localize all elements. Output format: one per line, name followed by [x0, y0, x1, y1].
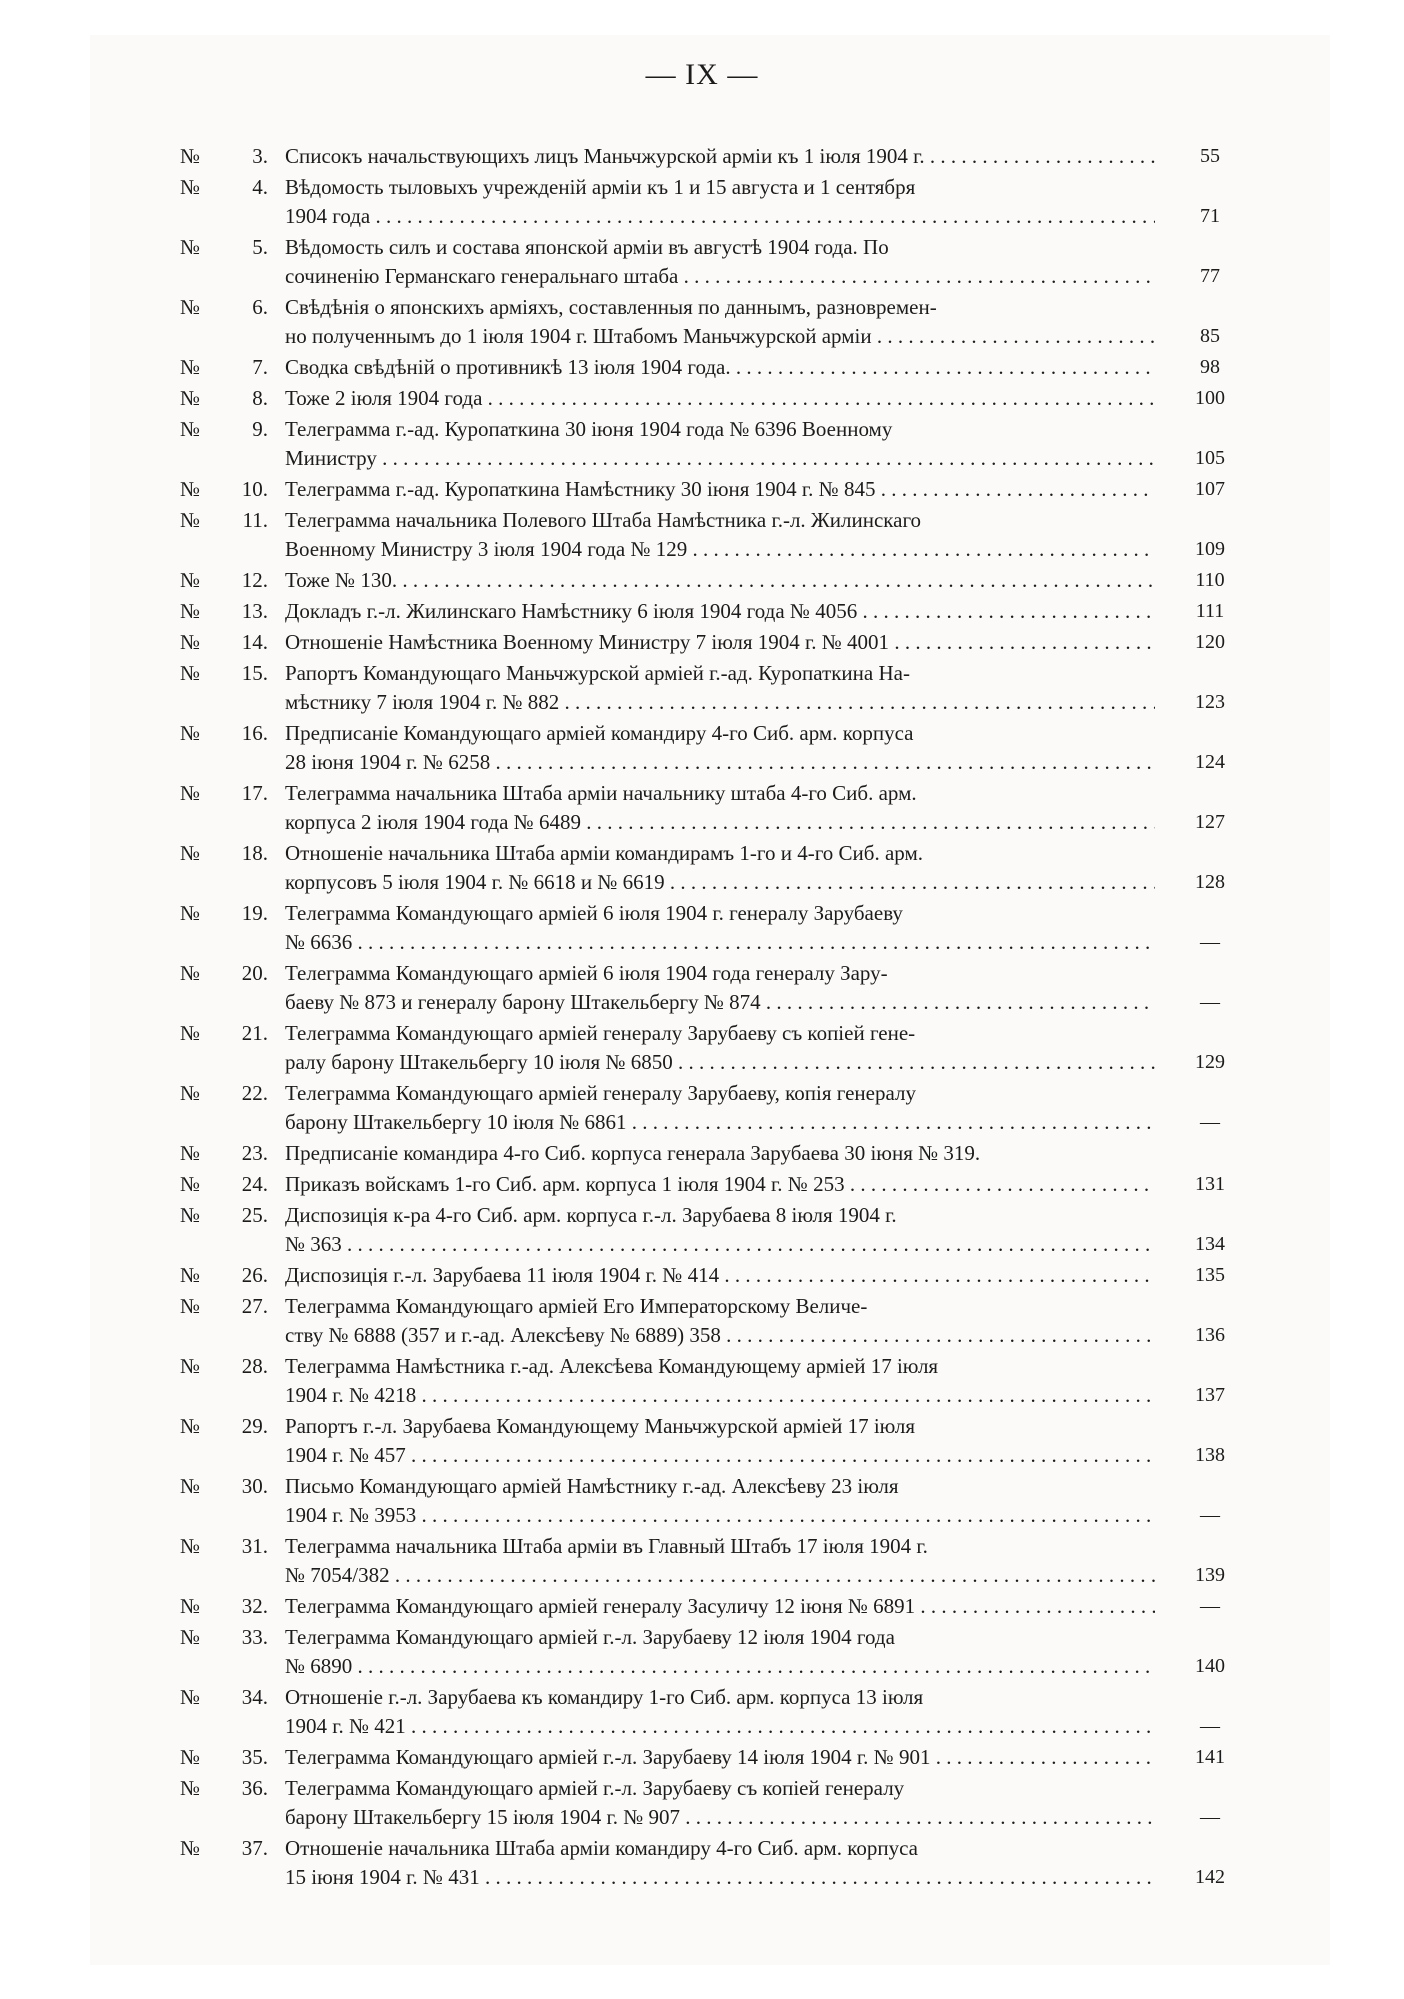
- entry-description: [285, 384, 1155, 413]
- toc-entry: [0, 1472, 1404, 1530]
- entry-number: 15.: [241, 661, 268, 685]
- entry-line: Докладъ г.-л. Жилинскаго Намѣстнику 6 іюля 1904 года № 4056 . . .: [285, 597, 1155, 626]
- number-sign: №: [180, 841, 201, 865]
- entry-line: Телеграмма Командующаго арміей г.-л. Зарубаеву 12 іюля 1904 года: [285, 1625, 895, 1649]
- entry-page-number: 137: [1195, 1384, 1225, 1406]
- entry-description: [285, 1170, 1155, 1199]
- entry-description: [285, 566, 1155, 595]
- entry-line: барону Штакельбергу 10 іюля № 6861 . . .: [285, 1108, 1155, 1137]
- page-header: — IX —: [645, 58, 759, 91]
- entry-number: 32.: [241, 1594, 268, 1618]
- entry-description: [285, 173, 1155, 231]
- entry-page-number: 110: [1195, 569, 1225, 591]
- entry-number: 27.: [241, 1294, 268, 1318]
- number-sign: №: [180, 901, 201, 925]
- number-sign: №: [180, 295, 201, 319]
- number-sign: №: [180, 1203, 201, 1227]
- toc-entry: [0, 506, 1404, 564]
- entry-line: Списокъ начальствующихъ лицъ Маньчжурской арміи къ 1 іюля 1904 г. . . .: [285, 142, 1155, 171]
- entry-line: № 363 . . .: [285, 1230, 1155, 1259]
- toc-entry: [0, 1412, 1404, 1470]
- entry-number: 13.: [241, 599, 268, 623]
- entry-line: № 7054/382 . . .: [285, 1561, 1155, 1590]
- toc-entry: [0, 719, 1404, 777]
- toc-entry: [0, 1292, 1404, 1350]
- entry-page-number: 140: [1195, 1655, 1225, 1677]
- number-sign: №: [180, 721, 201, 745]
- entry-line: барону Штакельбергу 15 іюля 1904 г. № 907 . . .: [285, 1803, 1155, 1832]
- entry-number: 30.: [241, 1474, 268, 1498]
- entry-line: 1904 г. № 4218 . . .: [285, 1381, 1155, 1410]
- entry-page-number: 142: [1195, 1866, 1225, 1888]
- toc-entry: [0, 597, 1404, 626]
- entry-description: [285, 1623, 1155, 1681]
- entry-description: [285, 1292, 1155, 1350]
- toc-entry: [0, 1019, 1404, 1077]
- toc-entry: [0, 475, 1404, 504]
- number-sign: №: [180, 568, 201, 592]
- entry-line: Диспозиція к-ра 4-го Сиб. арм. корпуса г.-л. Зарубаева 8 іюля 1904 г.: [285, 1203, 897, 1227]
- number-sign: №: [180, 661, 201, 685]
- number-sign: №: [180, 477, 201, 501]
- entry-description: [285, 1412, 1155, 1470]
- entry-line: Свѣдѣнія о японскихъ арміяхъ, составленныя по даннымъ, разновремен-: [285, 295, 937, 319]
- number-sign: №: [180, 599, 201, 623]
- entry-description: [285, 597, 1155, 626]
- entry-number: 37.: [241, 1836, 268, 1860]
- entry-line: Предписаніе Командующаго арміей командиру 4-го Сиб. арм. корпуса: [285, 721, 914, 745]
- entry-line: но полученнымъ до 1 іюля 1904 г. Штабомъ Маньчжурской арміи . . .: [285, 322, 1155, 351]
- entry-line: Письмо Командующаго арміей Намѣстнику г.-ад. Алексѣеву 23 іюля: [285, 1474, 899, 1498]
- number-sign: №: [180, 1474, 201, 1498]
- toc-entry: [0, 173, 1404, 231]
- entry-number: 5.: [252, 235, 268, 259]
- entry-description: [285, 1532, 1155, 1590]
- entry-number: 8.: [252, 386, 268, 410]
- entry-line: мѣстнику 7 іюля 1904 г. № 882 . . .: [285, 688, 1155, 717]
- entry-page-number: —: [1200, 1715, 1220, 1737]
- entry-number: 24.: [241, 1172, 268, 1196]
- entry-page-number: 141: [1195, 1746, 1225, 1768]
- entry-number: 18.: [241, 841, 268, 865]
- toc-entry: [0, 628, 1404, 657]
- entry-number: 25.: [241, 1203, 268, 1227]
- number-sign: №: [180, 1625, 201, 1649]
- entry-number: 6.: [252, 295, 268, 319]
- entry-number: 21.: [241, 1021, 268, 1045]
- entry-page-number: 138: [1195, 1444, 1225, 1466]
- toc-entry: [0, 839, 1404, 897]
- entry-line: Рапортъ Командующаго Маньчжурской арміей г.-ад. Куропаткина На-: [285, 661, 910, 685]
- entry-page-number: —: [1200, 1806, 1220, 1828]
- entry-description: [285, 779, 1155, 837]
- entry-line: корпуса 2 іюля 1904 года № 6489 . . .: [285, 808, 1155, 837]
- entry-line: ралу барону Штакельбергу 10 іюля № 6850 . . .: [285, 1048, 1155, 1077]
- entry-page-number: 107: [1195, 478, 1225, 500]
- entry-line: Отношеніе начальника Штаба арміи командиру 4-го Сиб. арм. корпуса: [285, 1836, 918, 1860]
- entry-description: [285, 415, 1155, 473]
- entry-description: [285, 899, 1155, 957]
- toc-entry: [0, 1743, 1404, 1772]
- entry-page-number: —: [1200, 1595, 1220, 1617]
- entry-line: № 6636 . . .: [285, 928, 1155, 957]
- entry-number: 11.: [242, 508, 268, 532]
- entry-number: 29.: [241, 1414, 268, 1438]
- entry-number: 9.: [252, 417, 268, 441]
- toc-entry: [0, 1201, 1404, 1259]
- entry-description: [285, 233, 1155, 291]
- toc-entry: [0, 566, 1404, 595]
- entry-line: Телеграмма г.-ад. Куропаткина Намѣстнику 30 іюня 1904 г. № 845 . . .: [285, 475, 1155, 504]
- entry-description: [285, 1079, 1155, 1137]
- entry-line: Вѣдомость тыловыхъ учрежденій арміи къ 1 и 15 августа и 1 сентября: [285, 175, 916, 199]
- entry-line: 1904 г. № 421 . . .: [285, 1712, 1155, 1741]
- toc-entry: [0, 959, 1404, 1017]
- entry-page-number: 77: [1200, 265, 1220, 287]
- number-sign: №: [180, 1294, 201, 1318]
- toc-entry: [0, 1774, 1404, 1832]
- number-sign: №: [180, 175, 201, 199]
- entry-description: [285, 659, 1155, 717]
- entry-line: Приказъ войскамъ 1-го Сиб. арм. корпуса 1 іюля 1904 г. № 253 . . .: [285, 1170, 1155, 1199]
- entry-number: 4.: [252, 175, 268, 199]
- entry-line: 1904 г. № 3953 . . .: [285, 1501, 1155, 1530]
- entry-line: Телеграмма Командующаго арміей г.-л. Зарубаеву 14 іюля 1904 г. № 901 . . .: [285, 1743, 1155, 1772]
- entry-line: Тоже 2 іюля 1904 года . . .: [285, 384, 1155, 413]
- entry-page-number: —: [1200, 1504, 1220, 1526]
- entry-line: 1904 г. № 457 . . .: [285, 1441, 1155, 1470]
- entry-line: Предписаніе командира 4-го Сиб. корпуса генерала Зарубаева 30 іюня № 319.: [285, 1141, 981, 1165]
- number-sign: №: [180, 417, 201, 441]
- entry-line: Вѣдомость силъ и состава японской арміи въ августѣ 1904 года. По: [285, 235, 889, 259]
- entry-number: 33.: [241, 1625, 268, 1649]
- entry-page-number: 134: [1195, 1233, 1225, 1255]
- entry-line: 15 іюня 1904 г. № 431 . . .: [285, 1863, 1155, 1892]
- entry-page-number: 129: [1195, 1051, 1225, 1073]
- entry-description: [285, 1743, 1155, 1772]
- entry-page-number: 120: [1195, 631, 1225, 653]
- number-sign: №: [180, 1081, 201, 1105]
- toc-entry: [0, 1623, 1404, 1681]
- entry-number: 26.: [241, 1263, 268, 1287]
- toc-entry: [0, 1079, 1404, 1137]
- entry-number: 3.: [252, 144, 268, 168]
- entry-description: [285, 1774, 1155, 1832]
- entry-number: 28.: [241, 1354, 268, 1378]
- number-sign: №: [180, 1172, 201, 1196]
- entry-line: Сводка свѣдѣній о противникѣ 13 іюля 1904 года. . . .: [285, 353, 1155, 382]
- entry-line: Телеграмма Командующаго арміей г.-л. Зарубаеву съ копіей генералу: [285, 1776, 905, 1800]
- entry-number: 14.: [241, 630, 268, 654]
- entry-description: [285, 506, 1155, 564]
- entry-number: 17.: [241, 781, 268, 805]
- entry-page-number: 98: [1200, 356, 1220, 378]
- entry-line: Телеграмма Командующаго арміей 6 іюля 1904 года генералу Зару-: [285, 961, 888, 985]
- entry-number: 19.: [241, 901, 268, 925]
- entry-number: 31.: [241, 1534, 268, 1558]
- number-sign: №: [180, 1776, 201, 1800]
- entry-line: Телеграмма Командующаго арміей генералу Зарубаеву, копія генералу: [285, 1081, 916, 1105]
- toc-entry: [0, 779, 1404, 837]
- entry-number: 7.: [252, 355, 268, 379]
- entry-line: Телеграмма начальника Полевого Штаба Намѣстника г.-л. Жилинскаго: [285, 508, 922, 532]
- entry-page-number: 100: [1195, 387, 1225, 409]
- entry-page-number: 136: [1195, 1324, 1225, 1346]
- entry-line: ству № 6888 (357 и г.-ад. Алексѣеву № 6889) 358 . . .: [285, 1321, 1155, 1350]
- entry-page-number: —: [1200, 931, 1220, 953]
- entry-page-number: 139: [1195, 1564, 1225, 1586]
- entry-line: Рапортъ г.-л. Зарубаева Командующему Маньчжурской арміей 17 іюля: [285, 1414, 915, 1438]
- entry-description: [285, 1834, 1155, 1892]
- entry-page-number: 55: [1200, 145, 1220, 167]
- number-sign: №: [180, 1354, 201, 1378]
- entry-number: 23.: [241, 1141, 268, 1165]
- entry-line: Телеграмма Командующаго арміей 6 іюля 1904 г. генералу Зарубаеву: [285, 901, 903, 925]
- entry-description: [285, 475, 1155, 504]
- entry-line: Телеграмма Командующаго арміей генералу Засуличу 12 іюня № 6891 . . .: [285, 1592, 1155, 1621]
- entry-description: [285, 293, 1155, 351]
- entry-page-number: 85: [1200, 325, 1220, 347]
- toc-entry: [0, 353, 1404, 382]
- entry-page-number: 111: [1195, 600, 1225, 622]
- entry-number: 10.: [241, 477, 268, 501]
- number-sign: №: [180, 961, 201, 985]
- entry-number: 20.: [241, 961, 268, 985]
- number-sign: №: [180, 235, 201, 259]
- entry-line: Тоже № 130. . . .: [285, 566, 1155, 595]
- toc-entry: [0, 1683, 1404, 1741]
- number-sign: №: [180, 1745, 201, 1769]
- toc-entry: [0, 899, 1404, 957]
- entry-page-number: 71: [1200, 205, 1220, 227]
- entry-line: Телеграмма Командующаго арміей Его Императорскому Величе-: [285, 1294, 868, 1318]
- number-sign: №: [180, 386, 201, 410]
- entry-page-number: —: [1200, 1111, 1220, 1133]
- toc-entry: [0, 1352, 1404, 1410]
- toc-entry: [0, 233, 1404, 291]
- toc-entry: [0, 1592, 1404, 1621]
- number-sign: №: [180, 781, 201, 805]
- entry-description: [285, 1472, 1155, 1530]
- entry-page-number: 124: [1195, 751, 1225, 773]
- entry-page-number: 135: [1195, 1264, 1225, 1286]
- toc-entry: [0, 384, 1404, 413]
- entry-description: [285, 1019, 1155, 1077]
- entry-line: Военному Министру 3 іюля 1904 года № 129 . . .: [285, 535, 1155, 564]
- toc-entry: [0, 1170, 1404, 1199]
- entry-description: [285, 1261, 1155, 1290]
- toc-entry: [0, 142, 1404, 171]
- entry-line: № 6890 . . .: [285, 1652, 1155, 1681]
- entry-page-number: —: [1200, 991, 1220, 1013]
- entry-line: Отношеніе Намѣстника Военному Министру 7 іюля 1904 г. № 4001 . . .: [285, 628, 1155, 657]
- entry-number: 22.: [241, 1081, 268, 1105]
- number-sign: №: [180, 1685, 201, 1709]
- number-sign: №: [180, 630, 201, 654]
- number-sign: №: [180, 1594, 201, 1618]
- toc-entry: [0, 659, 1404, 717]
- entry-line: Телеграмма Намѣстника г.-ад. Алексѣева Командующему арміей 17 іюля: [285, 1354, 939, 1378]
- number-sign: №: [180, 1836, 201, 1860]
- entry-line: Министру . . .: [285, 444, 1155, 473]
- entry-page-number: 109: [1195, 538, 1225, 560]
- entry-page-number: 128: [1195, 871, 1225, 893]
- entry-description: [285, 353, 1155, 382]
- entry-line: Телеграмма г.-ад. Куропаткина 30 іюня 1904 года № 6396 Военному: [285, 417, 893, 441]
- number-sign: №: [180, 1263, 201, 1287]
- entry-page-number: 123: [1195, 691, 1225, 713]
- entry-line: 28 іюня 1904 г. № 6258 . . .: [285, 748, 1155, 777]
- entry-number: 35.: [241, 1745, 268, 1769]
- toc-entry: [0, 1261, 1404, 1290]
- entry-line: сочиненію Германскаго генеральнаго штаба . . .: [285, 262, 1155, 291]
- entry-number: 12.: [241, 568, 268, 592]
- entry-description: [285, 1352, 1155, 1410]
- entry-line: Телеграмма Командующаго арміей генералу Зарубаеву съ копіей гене-: [285, 1021, 916, 1045]
- entry-description: [285, 1683, 1155, 1741]
- entry-line: корпусовъ 5 іюля 1904 г. № 6618 и № 6619 . . .: [285, 868, 1155, 897]
- entry-line: Телеграмма начальника Штаба арміи начальнику штаба 4-го Сиб. арм.: [285, 781, 917, 805]
- toc-entry: [0, 1532, 1404, 1590]
- toc-entry: [0, 1139, 1404, 1168]
- entry-page-number: 105: [1195, 447, 1225, 469]
- entry-page-number: 127: [1195, 811, 1225, 833]
- entry-description: [285, 1592, 1155, 1621]
- toc-entry: [0, 293, 1404, 351]
- entry-description: [285, 719, 1155, 777]
- entry-line: Отношеніе г.-л. Зарубаева къ командиру 1-го Сиб. арм. корпуса 13 іюля: [285, 1685, 924, 1709]
- entry-line: 1904 года . . .: [285, 202, 1155, 231]
- entry-line: Отношеніе начальника Штаба арміи командирамъ 1-го и 4-го Сиб. арм.: [285, 841, 924, 865]
- number-sign: №: [180, 1534, 201, 1558]
- entry-description: [285, 142, 1155, 171]
- number-sign: №: [180, 1414, 201, 1438]
- entry-number: 34.: [241, 1685, 268, 1709]
- entry-line: баеву № 873 и генералу барону Штакельбергу № 874 . . .: [285, 988, 1155, 1017]
- entry-description: [285, 628, 1155, 657]
- entry-number: 16.: [241, 721, 268, 745]
- number-sign: №: [180, 508, 201, 532]
- entry-line: Телеграмма начальника Штаба арміи въ Главный Штабъ 17 іюля 1904 г.: [285, 1534, 928, 1558]
- entry-description: [285, 959, 1155, 1017]
- entry-page-number: 131: [1195, 1173, 1225, 1195]
- number-sign: №: [180, 144, 201, 168]
- entry-description: [285, 839, 1155, 897]
- number-sign: №: [180, 1021, 201, 1045]
- entry-description: [285, 1201, 1155, 1259]
- entry-number: 36.: [241, 1776, 268, 1800]
- number-sign: №: [180, 355, 201, 379]
- toc-entry: [0, 415, 1404, 473]
- toc-entry: [0, 1834, 1404, 1892]
- entry-description: [285, 1139, 1155, 1168]
- number-sign: №: [180, 1141, 201, 1165]
- entry-line: Диспозиція г.-л. Зарубаева 11 іюля 1904 г. № 414 . . .: [285, 1261, 1155, 1290]
